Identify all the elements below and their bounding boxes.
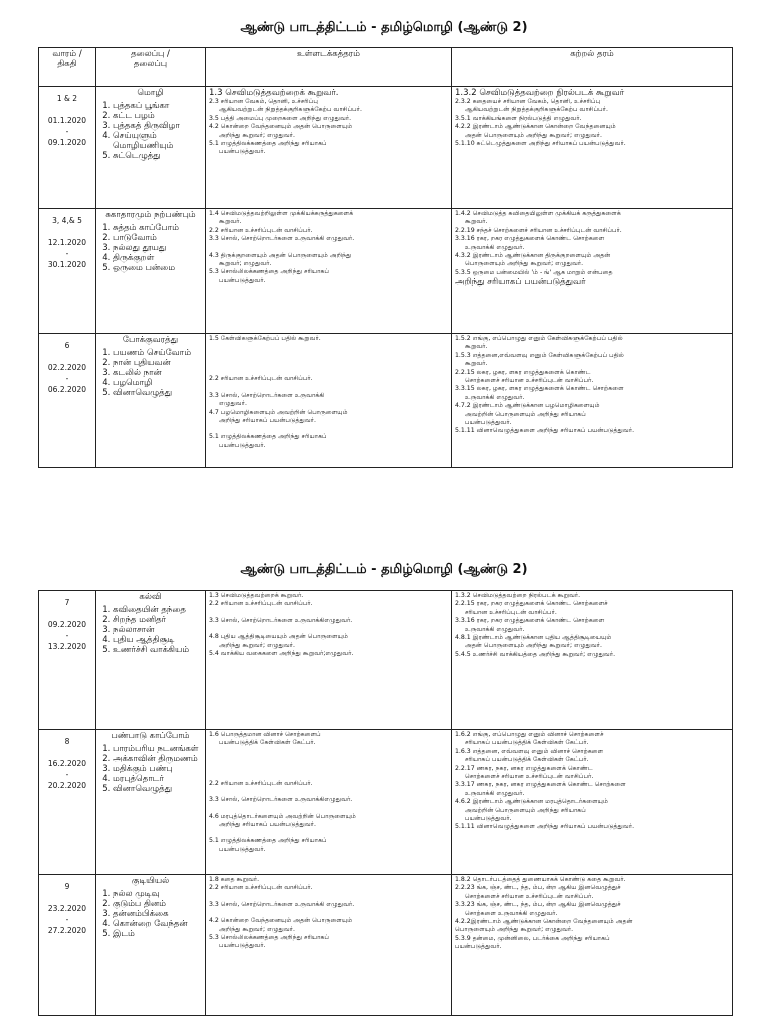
learning-standard-line: கூறுவர். [465, 343, 488, 351]
learning-standard-line: 1.6.3 எத்தனை, எவ்வளவு எனும் வினாச் சொற்களை [455, 747, 604, 755]
topic-item: 5. உணர்ச்சி வாக்கியம் [113, 645, 202, 655]
week-line [42, 104, 92, 115]
week-line: - [65, 631, 69, 640]
content-standard-line: 5.3 சொல்லிலக்கணத்தை அறிந்து சரியாகப் [209, 268, 330, 276]
learning-standard-line: சரியாகப் பயன்படுத்திக் கேள்விகள் கேட்பர். [465, 756, 589, 764]
week-line [42, 747, 92, 758]
table-row [39, 875, 733, 1016]
content-standard-line: 2.2 சரியான உச்சரிப்புடன் வாசிப்பர். [209, 226, 313, 234]
topic-item: 2. கட்ட பழம் [113, 111, 202, 121]
learning-standard-line: 1.5.2 எங்கு, எப்பொழுது எனும் கேள்விகளுக்கேற்பப் பதில் [455, 335, 623, 342]
learning-standard-line: சொற்களைச் சரியான உச்சரிப்புடன் வாசிப்பர். [465, 892, 594, 900]
content-standard-line: அறிந்து கூறுவர்; எழுதுவர். [219, 641, 296, 649]
learning-standard-cell [452, 875, 733, 1016]
content-standard-line [209, 893, 448, 901]
learning-standard-line: அதன் பொருளையும் அறிந்து கூறுவர்; எழுதுவர். [465, 131, 602, 139]
learning-standard-line: உருவாக்கி எழுதுவர். [465, 625, 525, 633]
learning-standard-line: 4.7.2 இரண்டாம் ஆண்டுக்கான பழமொழிகளையும் [455, 402, 600, 410]
week-line: 23.2.2020 [47, 904, 87, 913]
content-standard-cell [206, 334, 452, 468]
week-cell [39, 591, 96, 730]
week-line: 02.2.2020 [47, 363, 87, 372]
content-standard-line: 5.1 எழுத்திலக்கணத்தை அறிந்து சரியாகப் [209, 433, 327, 441]
topic-item: 3. தன்னம்பிக்கை [113, 909, 202, 919]
learning-standard-line: 5.1.10 சுட்டெழுத்துகளை அறிந்து சரியாகப் பயன்படுத்துவர். [455, 140, 626, 148]
learning-standard-cell [452, 87, 733, 209]
content-standard-line: அறிந்து சரியாகப் பயன்படுத்துவர். [219, 417, 317, 425]
content-standard-line: 1.5 கேள்விகளுக்கேற்பப் பதில் கூறுவர். [209, 335, 321, 342]
topic-list [99, 101, 202, 161]
learning-standard-line: 1.8.2 தொடர்படத்தைத் துணையாகக் கொண்டு கதை கூறுவர். [455, 876, 626, 883]
learning-standard-line: சொற்களை உருவாக்கி எழுதுவர். [465, 909, 558, 917]
week-line: 8 [64, 737, 70, 746]
week-line: 09.2.2020 [47, 620, 87, 629]
table-row [39, 334, 733, 468]
week-line: 6 [64, 341, 70, 350]
topic-item: 3. மதிக்கும் பண்பு [113, 764, 202, 774]
topic-item: 1. பாரம்பரிய நடனங்கள் [113, 744, 202, 754]
topic-item: 1. நல்ல முடிவு [113, 889, 202, 899]
learning-standard-line: பொருளையும் அறிந்து கூறுவர்; எழுதுவர். [465, 260, 584, 268]
topic-item: 2. நான் புதியவன் [113, 358, 202, 368]
content-standard-line: 1.4 செவிமடுத்தவற்றிலுள்ள முக்கியக்கருத்துகளைக் [209, 210, 354, 217]
table-row [39, 591, 733, 730]
header-content-standard: உள்ளடக்கத்தரம் [206, 48, 452, 87]
learning-standard-line: 4.2.2 இரண்டாம் ஆண்டுக்கான கொன்றை வேந்தனையும் [455, 123, 616, 131]
topic-item: 2. குடும்ப தினம் [113, 899, 202, 909]
learning-standard-line: பயன்படுத்துவர். [455, 943, 502, 951]
content-standard-line: 1.3 செவிமடுத்தவற்றைக் கூறுவர். [209, 88, 339, 98]
content-standard-line: 2.2 சரியான உச்சரிப்புடன் வாசிப்பர். [209, 375, 313, 383]
plan-table-2 [38, 590, 733, 1016]
topic-item: 5. வினாவெழுத்து [113, 388, 202, 398]
topic-item: 4. பழமொழி [113, 378, 202, 388]
week-cell [39, 730, 96, 875]
topic-list [99, 348, 202, 398]
content-standard-line [209, 343, 448, 359]
learning-standard-line: 2.2.17 ணகர, நகர, னகர எழுத்துகளைக் கொண்ட [455, 764, 593, 772]
theme-title: குடியியல் [131, 876, 170, 886]
content-standard-line [209, 748, 448, 764]
content-standard-line: 4.2 கொன்றை வேந்தனையும் அதன் பொருளையும் [209, 917, 353, 925]
week-line: 13.2.2020 [47, 642, 87, 651]
learning-standard-line: 1.3.2 செவிமடுத்தவற்றை நிரல்படக் கூறுவர். [455, 592, 581, 599]
content-standard-line: 1.6 பொருத்தமான வினாச் சொற்களைப் [209, 731, 321, 738]
content-standard-line: கூறுவர். [219, 218, 242, 226]
topic-item: 5. சுட்டெழுத்து [113, 151, 202, 161]
week-line: 7 [64, 598, 70, 607]
content-standard-cell [206, 209, 452, 334]
theme-title: மொழி [137, 88, 164, 98]
learning-standard-line: 5.3.5 ஒருமை பன்மையில் 'ம் - ங்' ஆக மாறும் என்பதை [455, 268, 613, 276]
learning-standard-line: 2.2.19 சந்தச் சொற்களைச் சரியான உச்சரிப்புடன் வாசிப்பர். [455, 226, 622, 234]
topic-item: 1. சுத்தம் காப்போம் [113, 223, 202, 233]
content-standard-line [209, 805, 448, 813]
week-line [42, 226, 92, 237]
learning-standard-line: 3.3.16 ரகர, றகர எழுத்துகளைக் கொண்ட சொற்களை [455, 617, 605, 625]
content-standard-line: 4.8 புதிய ஆத்திசூடியையும் அதன் பொருளையும் [209, 633, 348, 641]
content-standard-line: 2.3 சரியான வேகம், தொனி, உச்சரிப்பு [209, 98, 318, 105]
theme-title: போக்குவரத்து [122, 335, 179, 345]
learning-standard-line: 3.5.1 வாக்கியங்களை நிரல்படுத்தி எழுதுவர். [455, 114, 582, 122]
learning-standard-line: 1.6.2 எங்கு, எப்பொழுது எனும் வினாச் சொற்களைச் [455, 731, 604, 738]
content-standard-line [209, 359, 448, 375]
learning-standard-line: பயன்படுத்துவர். [465, 815, 512, 823]
content-standard-line: 4.2 கொன்றை வேந்தனையும் அதன் பொருளையும் [209, 123, 353, 131]
learning-standard-line: 3.3.17 ணகர, நகர, னகர எழுத்துகளைக் கொண்ட சொற்களை [455, 781, 626, 789]
learning-standard-line: சரியான உச்சரிப்புடன் வாசிப்பர். [465, 608, 557, 616]
learning-standard-cell [452, 591, 733, 730]
learning-standard-line: பொருளையும் அறிந்து கூறுவர்; எழுதுவர். [455, 926, 574, 934]
week-line: 30.1.2020 [47, 260, 87, 269]
header-learning-standard: கற்றல் தரம் [452, 48, 733, 87]
topic-item: 3. புத்தகத் திருவிழா [113, 121, 202, 131]
learning-standard-line: 2.2.15 லகர, ழகர, ளகர எழுத்துகளைக் கொண்ட [455, 368, 591, 376]
content-standard-line: 5.1 எழுத்திலக்கணத்தை அறிந்து சரியாகப் [209, 837, 327, 845]
topic-list [99, 223, 202, 273]
week-line: 1 & 2 [56, 94, 78, 103]
content-standard-line: 1.3 செவிமடுத்தவற்றைக் கூறுவர். [209, 592, 304, 599]
learning-standard-cell [452, 209, 733, 334]
learning-standard-line: 4.3.2 இரண்டாம் ஆண்டுக்கான திருக்குறளையும் அதன் [455, 252, 611, 260]
content-standard-line: பயன்படுத்துவர். [219, 441, 266, 449]
learning-standard-line: சொற்களைச் சரியான உச்சரிப்புடன் வாசிப்பர். [465, 377, 594, 385]
week-cell [39, 209, 96, 334]
theme-cell [96, 875, 206, 1016]
week-line: 09.1.2020 [47, 138, 87, 147]
content-standard-line: 4.6 மரபுத்தொடர்களையும் அவற்றின் பொருளையும் [209, 812, 356, 820]
content-standard-line: 2.2 சரியான உச்சரிப்புடன் வாசிப்பர். [209, 779, 313, 787]
content-standard-line: எழுதுவர். [219, 400, 247, 408]
table-row [39, 209, 733, 334]
learning-standard-line: சொற்களைச் சரியான உச்சரிப்புடன் வாசிப்பர். [465, 773, 594, 781]
header-week: வாரம் / திகதி [39, 48, 96, 87]
week-cell [39, 334, 96, 468]
week-line: 9 [64, 882, 70, 891]
week-line: - [65, 915, 69, 924]
learning-standard-line: ஆகியவற்றுடன் நிறுத்தக்குறிகளுக்கேற்ப வாசிப்பர். [465, 106, 608, 114]
topic-item: 3. கடலில் நான் [113, 368, 202, 378]
content-standard-line: அறிந்து கூறுவர்; எழுதுவர். [219, 131, 296, 139]
learning-standard-line: 4.2.2இரண்டாம் ஆண்டுக்கான கொன்றை வேந்தனையும் அதன் [455, 918, 633, 926]
page-title: ஆண்டு பாடத்திட்டம் - தமிழ்மொழி (ஆண்டு 2) [240, 20, 528, 35]
content-standard-line: கூறுவர்; எழுதுவர். [219, 260, 272, 268]
week-cell [39, 875, 96, 1016]
learning-standard-line: அவற்றின் பொருளையும் அறிந்து சரியாகப் [465, 806, 586, 814]
theme-cell [96, 591, 206, 730]
learning-standard-line: உருவாக்கி எழுதுவர். [465, 789, 525, 797]
content-standard-line: 3.3 சொல், சொற்றொடர்களை உருவாக்கி எழுதுவர். [209, 235, 355, 243]
topic-item: 5. வினாவெழுத்து [113, 784, 202, 794]
learning-standard-line: கூறுவர். [465, 360, 488, 368]
content-standard-line [209, 625, 448, 633]
topic-list [99, 605, 202, 655]
theme-title: பண்பாடு காப்போம் [111, 731, 190, 741]
learning-standard-line: 2.2.23 ங்க, ஞ்ச, ண்ட, ந்த, ம்ப, ன்ற ஆகிய இனவெழுத்துச் [455, 884, 621, 892]
learning-standard-line: 4.8.1 இரண்டாம் ஆண்டுக்கான புதிய ஆத்திசூடியையும் [455, 634, 612, 642]
week-line [42, 351, 92, 362]
learning-standard-line: அதன் பொருளையும் அறிந்து கூறுவர்; எழுதுவர். [465, 642, 602, 650]
topic-item: 2. அக்காவின் திருமணம் [113, 754, 202, 764]
learning-standard-cell [452, 730, 733, 875]
week-line: 27.2.2020 [47, 926, 87, 935]
learning-standard-line: 4.6.2 இரண்டாம் ஆண்டுக்கான மரபுத்தொடர்களையும் [455, 798, 608, 806]
content-standard-line: 4.7 பழமொழிகளையும் அவற்றின் பொருளையும் [209, 408, 348, 416]
topic-item: 4. செய்யுளும் மொழியணியும் [113, 131, 202, 151]
learning-standard-line: பயன்படுத்துவர். [465, 419, 512, 427]
topic-item: 4. கொன்றை வேந்தன் [113, 919, 202, 929]
content-standard-line [209, 909, 448, 917]
content-standard-line: பயன்படுத்துவர். [219, 942, 266, 950]
week-line: 3, 4,& 5 [52, 216, 82, 225]
learning-standard-cell [452, 334, 733, 468]
week-line [42, 892, 92, 903]
theme-cell [96, 209, 206, 334]
content-standard-line: பயன்படுத்திக் கேள்விகள் கேட்பர். [219, 739, 316, 747]
week-line: - [65, 770, 69, 779]
topic-list [99, 889, 202, 939]
week-line: - [65, 374, 69, 383]
content-standard-line: 5.4 வாக்கிய வகைகளை அறிந்து கூறுவர்;எழுதுவர். [209, 650, 354, 658]
content-standard-cell [206, 591, 452, 730]
learning-standard-line: 3.3.23 ங்க, ஞ்ச, ண்ட, ந்த, ம்ப, ன்ற ஆகிய இனவெழுத்துச் [455, 901, 621, 909]
topic-item: 3. நல்லது தூயது [113, 243, 202, 253]
learning-standard-line: 1.3.2 செவிமடுத்தவற்றை நிரல்படக் கூறுவர் [455, 88, 625, 98]
learning-standard-line: கூறுவர். [465, 218, 488, 226]
learning-standard-line: 5.4.5 உணர்ச்சி வாக்கியத்தை அறிந்து கூறுவர்; எழுதுவர். [455, 650, 616, 658]
content-standard-line: 3.5 பத்தி அமைப்பு முறைகளை அறிந்து எழுதுவர். [209, 114, 352, 122]
topic-item: 5. ஒருமை பன்மை [113, 263, 202, 273]
learning-standard-line: 2.3.2 கதையைச் சரியான வேகம், தொனி, உச்சரிப்பு [455, 98, 601, 105]
week-line: - [65, 127, 69, 136]
header-theme: தலைப்பு / தலைப்பு [96, 48, 206, 87]
learning-standard-line: 3.3.15 லகர, ழகர, ளகர எழுத்துகளைக் கொண்ட சொற்களை [455, 385, 624, 393]
week-line: 06.2.2020 [47, 385, 87, 394]
week-line [42, 608, 92, 619]
content-standard-line: அறிந்து கூறுவர்; எழுதுவர். [219, 925, 296, 933]
theme-cell [96, 334, 206, 468]
content-standard-line: 1.8 கதை கூறுவர். [209, 876, 260, 883]
content-standard-line: 2.2 சரியான உச்சரிப்புடன் வாசிப்பர். [209, 600, 313, 608]
content-standard-cell [206, 875, 452, 1016]
learning-standard-line: 1.4.2 செவிமடுத்த கவிதையிலுள்ள முக்கியக் கருத்துகளைக் [455, 210, 621, 217]
theme-cell [96, 730, 206, 875]
content-standard-line [209, 384, 448, 392]
content-standard-line: பயன்படுத்துவர். [219, 276, 266, 284]
table-row [39, 87, 733, 209]
week-line: 20.2.2020 [47, 781, 87, 790]
learning-standard-line: உருவாக்கி எழுதுவர். [465, 243, 525, 251]
topic-item: 3. நல்லாசான் [113, 625, 202, 635]
content-standard-line [209, 609, 448, 617]
topic-list [99, 744, 202, 794]
week-line: 01.1.2020 [47, 116, 87, 125]
content-standard-line: அறிந்து சரியாகப் பயன்படுத்துவர். [219, 821, 317, 829]
topic-item: 4. திருக்குறள் [113, 253, 202, 263]
content-standard-line: 3.3 சொல், சொற்றொடர்களை உருவாக்கிஎழுதுவர். [209, 796, 353, 804]
topic-item: 4. புதிய ஆத்திசூடி [113, 635, 202, 645]
content-standard-line [209, 764, 448, 780]
content-standard-line: 4.3 திருக்குறளையும் அதன் பொருளையும் அறிந்து [209, 251, 352, 259]
topic-item: 4. மரபுத்தொடர் [113, 774, 202, 784]
topic-item: 1. புத்தகப் பூங்கா [113, 101, 202, 111]
page-title-2: ஆண்டு பாடத்திட்டம் - தமிழ்மொழி (ஆண்டு 2) [240, 562, 528, 577]
theme-title: கல்வி [139, 592, 162, 602]
content-standard-line [209, 788, 448, 796]
theme-cell [96, 87, 206, 209]
learning-standard-line: அறிந்து சரியாகப் பயன்படுத்துவர் [455, 277, 586, 288]
learning-standard-line: 3.3.16 ரகர, றகர எழுத்துகளைக் கொண்ட சொற்களை [455, 235, 605, 243]
content-standard-line: 2.2 சரியான உச்சரிப்புடன் வாசிப்பர். [209, 884, 313, 892]
learning-standard-line: 2.2.15 ரகர, றகர எழுத்துகளைக் கொண்ட சொற்களைச் [455, 600, 608, 608]
learning-standard-line: 1.5.3 எத்தனை,எவ்வளவு எனும் கேள்விகளுக்கேற்பப் பதில் [455, 351, 624, 359]
content-standard-cell [206, 87, 452, 209]
topic-item: 2. சிறந்த மனிதர் [113, 615, 202, 625]
content-standard-line: பயன்படுத்துவர். [219, 845, 266, 853]
learning-standard-line: 5.3.9 தன்மை, முன்னிலை, படர்க்கை அறிந்து சரியாகப் [455, 934, 610, 942]
content-standard-line: 5.3 சொல்லிலக்கணத்தை அறிந்து சரியாகப் [209, 934, 330, 942]
content-standard-line: 3.3 சொல், சொற்றொடர்களை உருவாக்கிஎழுதுவர். [209, 616, 353, 624]
learning-standard-line: உருவாக்கி எழுதுவர். [465, 393, 525, 401]
week-line: - [65, 249, 69, 258]
content-standard-line: பயன்படுத்துவர். [219, 148, 266, 156]
topic-item: 5. இடம் [113, 929, 202, 939]
learning-standard-line: அவற்றின் பொருளையும் அறிந்து சரியாகப் [465, 410, 586, 418]
content-standard-line: ஆகியவற்றுடன் நிறுத்தக்குறிகளுக்கேற்ப வாசிப்பர். [219, 106, 362, 114]
plan-table-1 [38, 47, 733, 468]
content-standard-line [209, 425, 448, 433]
content-standard-line: 5.1 எழுத்திலக்கணத்தை அறிந்து சரியாகப் [209, 140, 327, 148]
content-standard-line [209, 244, 448, 252]
week-line: 16.2.2020 [47, 759, 87, 768]
content-standard-line: 3.3 சொல், சொற்றொடர்களை உருவாக்கி எழுதுவர். [209, 900, 355, 908]
learning-standard-line: 5.1.11 வினாவெழுத்துகளை அறிந்து சரியாகப் பயன்படுத்துவர். [455, 427, 635, 435]
content-standard-cell [206, 730, 452, 875]
table-row [39, 730, 733, 875]
topic-item: 1. கவிதையின் தந்தை [113, 605, 202, 615]
content-standard-line [209, 829, 448, 837]
week-cell [39, 87, 96, 209]
learning-standard-line: சரியாகப் பயன்படுத்திக் கேள்விகள் கேட்பர். [465, 739, 589, 747]
topic-item: 2. பாடுவோம் [113, 233, 202, 243]
week-line: 12.1.2020 [47, 238, 87, 247]
content-standard-line: 3.3 சொல், சொற்றொடர்களை உருவாக்கி [209, 391, 325, 399]
theme-title: சுகாதாரமும் நற்பண்பும் [105, 210, 196, 220]
learning-standard-line: 5.1.11 வினாவெழுத்துகளை அறிந்து சரியாகப் பயன்படுத்துவர். [455, 823, 635, 831]
topic-item: 1. பயணம் செய்வோம் [113, 348, 202, 358]
